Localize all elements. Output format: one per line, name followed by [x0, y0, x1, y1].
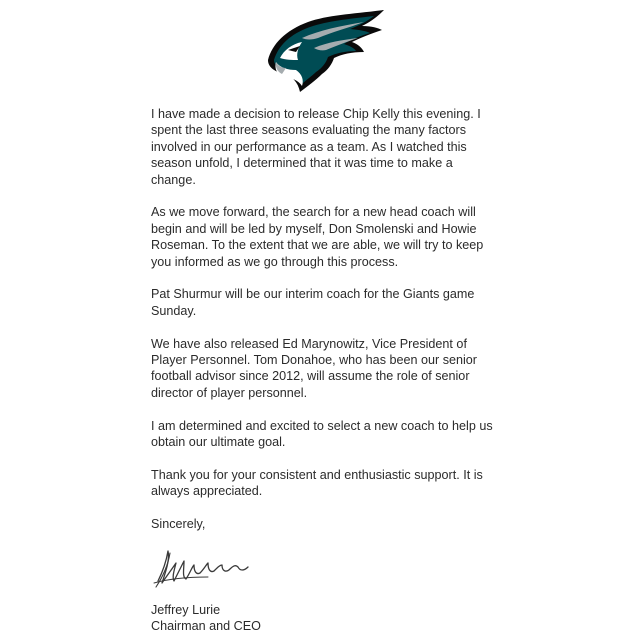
paragraph-2: As we move forward, the search for a new head coach will begin and will be led by myself, Don Smolenski and Howie Roseman. To the extent that we are able, we will try to keep you informed as we go through this process. — [151, 205, 484, 269]
handwritten-signature — [148, 543, 254, 589]
signer-title: Chairman and CEO — [151, 619, 261, 634]
eagles-logo — [262, 8, 388, 92]
paragraph-6: Thank you for your consistent and enthusiastic support. It is always appreciated. — [151, 467, 483, 499]
paragraph-1: I have made a decision to release Chip Kelly this evening. I spent the last three seasons evaluating the many factors involved in our performance as a team. As I watched this season unfold, I determined that it was time to make a change. — [151, 107, 481, 187]
letter-body — [151, 106, 501, 532]
closing: Sincerely, — [151, 517, 206, 532]
paragraph-3: Pat Shurmur will be our interim coach for the Giants game Sunday. — [151, 287, 475, 318]
signer-block — [151, 602, 261, 635]
signer-name: Jeffrey Lurie — [151, 603, 221, 617]
paragraph-4: We have also released Ed Marynowitz, Vice President of Player Personnel. Tom Donahoe, who has been our senior football advisor since 2012, will assume the role of senior director of player personnel. — [151, 336, 478, 400]
paragraph-5: I am determined and excited to select a new coach to help us obtain our ultimate goal. — [151, 418, 493, 450]
